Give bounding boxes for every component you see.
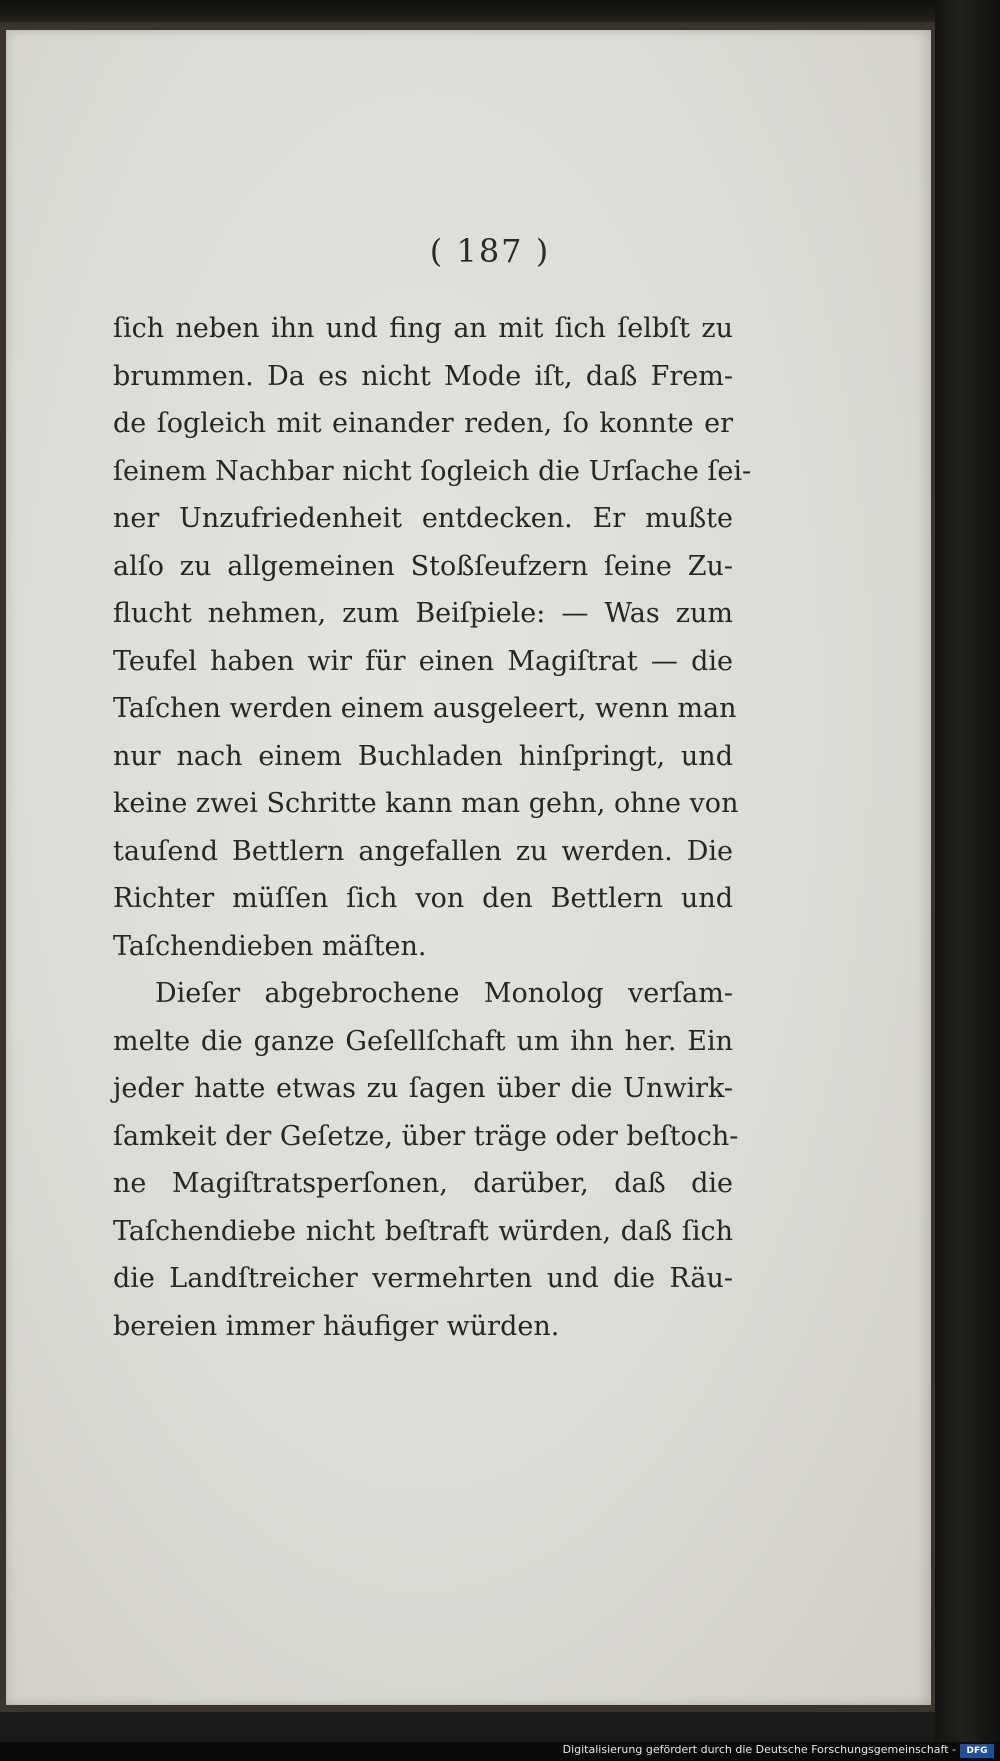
text-line: tauſend Bettlern angefallen zu werden. Die: [113, 835, 733, 867]
page-number: ( 187 ): [429, 232, 551, 270]
text-line: Dieſer abgebrochene Monolog verſam-: [155, 978, 733, 1009]
text-line: Taſchendieben mäſten.: [113, 930, 427, 962]
text-line: keine zwei Schritte kann man gehn, ohne von: [113, 788, 739, 819]
text-line: bereien immer häufiger würden.: [113, 1310, 560, 1342]
text-line: melte die ganze Geſellſchaft um ihn her. Ein: [113, 1025, 733, 1057]
paragraph-1: [113, 305, 752, 970]
text-line: Taſchendiebe nicht beſtraft würden, daß ſich: [113, 1215, 733, 1247]
text-line: de ſogleich mit einander reden, ſo konnte er: [113, 408, 733, 439]
text-line: brummen. Da es nicht Mode iſt, daß Frem-: [113, 360, 733, 392]
text-line: Richter müſſen ſich von den Bettlern und: [113, 883, 733, 914]
text-line: ſamkeit der Geſetze, über träge oder beſtoch-: [113, 1120, 739, 1152]
text-line: ſeinem Nachbar nicht ſogleich die Urſache ſei-: [113, 455, 752, 487]
dfg-logo: DFG: [960, 1744, 994, 1758]
text-line: die Landſtreicher vermehrten und die Räu-: [113, 1263, 733, 1294]
paragraph-2: [113, 970, 739, 1350]
text-line: ſich neben ihn und fing an mit ſich ſelbſt zu: [113, 313, 733, 344]
funding-credit: Digitalisierung gefördert durch die Deutsche Forschungsgemeinschaft -: [562, 1743, 956, 1756]
text-line: jeder hatte etwas zu ſagen über die Unwirk-: [113, 1073, 733, 1104]
text-line: ner Unzufriedenheit entdecken. Er mußte: [113, 503, 733, 534]
text-line: alſo zu allgemeinen Stoßſeufzern ſeine Zu-: [113, 550, 733, 582]
text-line: nur nach einem Buchladen hinſpringt, und: [113, 740, 733, 772]
page-text: [113, 305, 752, 1350]
text-line: flucht nehmen, zum Beiſpiele: — Was zum: [113, 598, 733, 629]
text-line: Teufel haben wir für einen Magiſtrat — die: [113, 645, 733, 677]
text-line: ne Magiſtratsperſonen, darüber, daß die: [113, 1168, 733, 1199]
text-line: Taſchen werden einem ausgeleert, wenn man: [113, 693, 737, 724]
